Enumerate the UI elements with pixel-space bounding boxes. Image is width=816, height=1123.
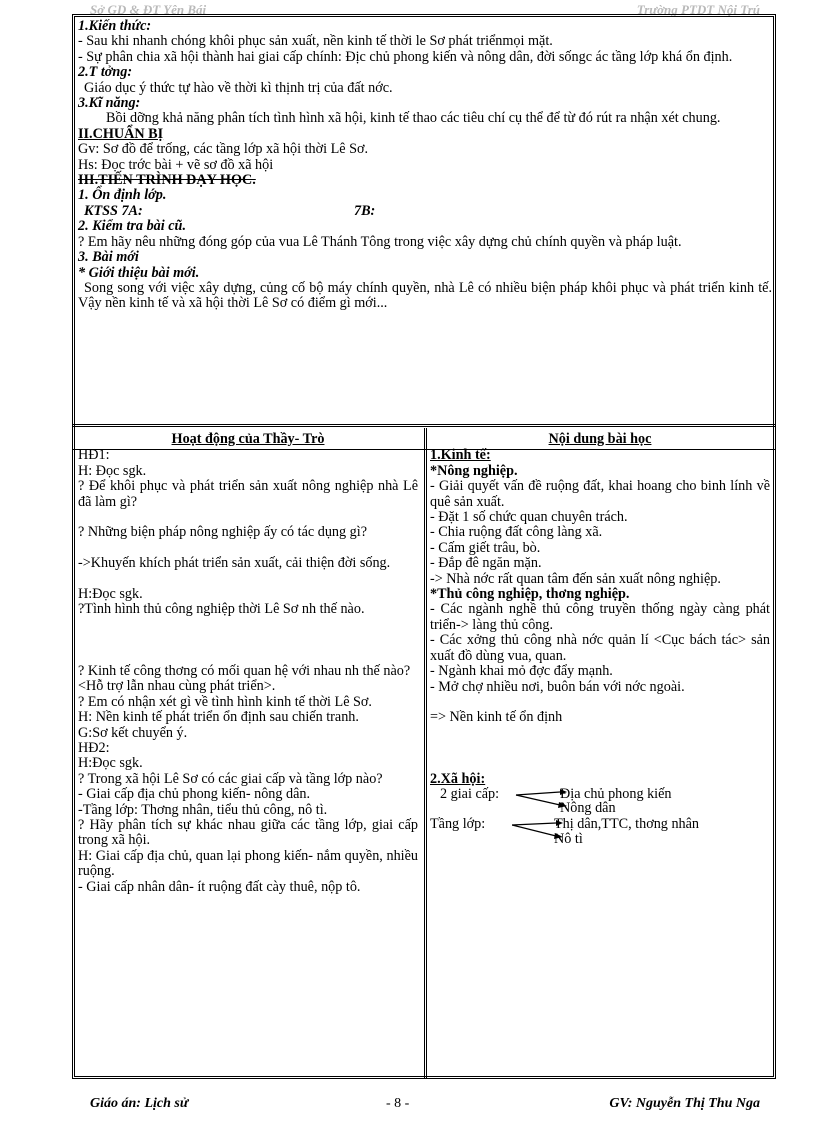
skill-title: 3.Kĩ năng: (78, 95, 141, 112)
text-line: G:Sơ kết chuyển ý. (78, 724, 188, 741)
text-line: - Đặt 1 số chức quan chuyên trách. (430, 509, 628, 526)
text-line: - Giai cấp địa chủ phong kiến- nông dân. (78, 786, 311, 803)
text-line: - Giai cấp nhân dân- ít ruộng đất cày thuê, nộp tô. (78, 878, 361, 895)
text-line: <Hỗ trợ lẫn nhau cùng phát triển>. (78, 678, 276, 695)
lesson-content (430, 432, 770, 851)
text-line (78, 649, 418, 664)
text-line: - Các ngành nghề thủ công truyền thống ngày càng phát triển-> làng thủ công. (430, 601, 770, 633)
strata-label: Tầng lớp: (430, 816, 486, 833)
thought-line-1: Giáo dục ý thức tự hào về thời kì thịnh trị của đất nớc. (84, 79, 393, 96)
arrow-to-landlord (516, 792, 560, 795)
economy-title: 1.Kinh tế: (430, 447, 491, 464)
class-7b: 7B: (354, 202, 376, 219)
new-lesson-title: 3. Bài mới (78, 249, 139, 266)
footer-teacher: GV: Nguyễn Thị Thu Nga (609, 1096, 760, 1111)
text-line (78, 618, 418, 633)
table-top-border (72, 424, 776, 427)
class-peasant: Nông dân (560, 800, 616, 817)
text-line: H: Đọc sgk. (78, 462, 147, 479)
left-column-head: Hoạt động của Thầy- Trò (171, 431, 325, 447)
text-line: H:Đọc sgk. (78, 755, 143, 772)
text-line: ? Những biện pháp nông nghiệp ấy có tác dụng gì? (78, 524, 368, 541)
text-line: ->Khuyến khích phát triển sản xuất, cải thiện đời sống. (78, 555, 391, 572)
strata-slave: Nô tì (554, 831, 583, 848)
text-line: ? Hãy phân tích sự khác nhau giữa các tầng lớp, giai cấp trong xã hội. (78, 817, 418, 849)
text-line (78, 510, 418, 525)
text-line: - Giải quyết vấn đề ruộng đất, khai hoang cho binh lính về quê sản xuất. (430, 478, 770, 510)
text-line: - Mở chợ nhiều nơi, buôn bán với nớc ngoài. (430, 678, 685, 695)
knowledge-title: 1.Kiến thức: (78, 18, 152, 34)
text-line: - Các xởng thủ công nhà nớc quản lí <Cục bách tác> sản xuất đồ dùng vua, quan. (430, 632, 770, 664)
text-line (78, 633, 418, 648)
class-attendance (76, 204, 772, 219)
text-line: ? Để khôi phục và phát triển sản xuất nông nghiệp nhà Lê đã làm gì? (78, 478, 418, 510)
agriculture-lines (430, 479, 770, 587)
skill-line-1: Bồi dỡng khả năng phân tích tình hình xã hội, kinh tế thao các tiêu chí cụ thể để từ đó rút ra nhận xét chung. (106, 110, 721, 127)
text-line: -> Nhà nớc rất quan tâm đến sản xuất nông nghiệp. (430, 570, 721, 587)
class-7a: KTSS 7A: (84, 202, 143, 219)
text-line: -Tầng lớp: Thơng nhân, tiểu thủ công, nô tì. (78, 801, 328, 818)
text-line (78, 572, 418, 587)
knowledge-line-1: - Sau khi nhanh chóng khôi phục sản xuất, nền kinh tế thời le Sơ phát triểnmọi mặt. (78, 33, 553, 50)
knowledge-line-2: - Sự phân chia xã hội thành hai giai cấp chính: Địc chủ phong kiến và nông dân, đời sốngc ác tầng lớp khá ổn định. (78, 48, 733, 65)
text-line: ? Kinh tế công thơng có mối quan hệ với nhau nh thế nào? (78, 663, 411, 679)
stable-title: 1. Ổn định lớp. (78, 187, 167, 204)
prep-line-2: Hs: Đọc trớc bài + vẽ sơ đồ xã hội (78, 156, 274, 173)
text-line: ?Tình hình thủ công nghiệp thời Lê Sơ nh thế nào. (78, 601, 365, 618)
craft-lines (430, 602, 770, 694)
footer-subject: Giáo án: Lịch sử (90, 1096, 189, 1111)
agriculture-title: *Nông nghiệp. (430, 462, 518, 479)
header-department: Sở GD & ĐT Yên Bái (90, 2, 207, 17)
page-footer (90, 1096, 760, 1114)
text-line: HĐ1: (78, 447, 110, 464)
intro-title: * Giới thiệu bài mới. (78, 264, 200, 281)
text-line: - Cấm giết trâu, bò. (430, 539, 541, 556)
text-line: H: Nền kinh tế phát triển ổn định sau chiến tranh. (78, 709, 359, 726)
prep-title: II.CHUẨN BỊ (78, 125, 164, 142)
strata-townsfolk: Thị dân,TTC, thơng nhân (554, 816, 700, 833)
footer-page-number: - 8 - (386, 1096, 410, 1111)
society-diagram (430, 787, 770, 851)
header-school: Trường PTDT Nội Trú (636, 2, 760, 17)
arrow-to-peasant (516, 795, 560, 805)
craft-title: *Thủ công nghiệp, thơng nghiệp. (430, 586, 630, 603)
class-landlord: Địa chủ phong kiến (560, 786, 672, 803)
text-line: HĐ2: (78, 740, 110, 757)
text-line: ? Em có nhận xét gì về tình hình kinh tế thời Lê Sơ. (78, 693, 372, 710)
check-title: 2. Kiểm tra bài cũ. (78, 218, 186, 235)
process-title: III.TIẾN TRÌNH DẠY HỌC. (78, 172, 256, 189)
class-label: 2 giai cấp: (440, 786, 500, 803)
left-column-lines (78, 448, 418, 895)
right-column-head: Nội dung bài học (548, 431, 652, 447)
table-column-divider (424, 428, 427, 1079)
text-line: ? Trong xã hội Lê Sơ có các giai cấp và tầng lớp nào? (78, 770, 383, 787)
text-line: - Đắp đê ngăn mặn. (430, 555, 542, 572)
intro-line-1: Song song với việc xây dựng, củng cố bộ máy chính quyền, nhà Lê có nhiều biện pháp khôi phục và phát triển kinh tế. Vậy nền kinh tế và xã hội thời Lê Sơ có điểm gì mới... (78, 279, 772, 312)
check-line-1: ? Em hãy nêu những đóng góp của vua Lê Thánh Tông trong việc xây dựng chủ chính quyền và pháp luật. (78, 233, 682, 250)
teacher-student-activities (78, 432, 418, 895)
society-title: 2.Xã hội: (430, 770, 486, 787)
thought-title: 2.T tởng: (78, 64, 133, 81)
arrow-to-townsfolk (512, 823, 556, 825)
text-line: - Ngành khai mỏ đợc đẩy mạnh. (430, 663, 613, 680)
text-line: H: Giai cấp địa chủ, quan lại phong kiến- nắm quyền, nhiều ruộng. (78, 847, 418, 880)
lesson-objectives (76, 19, 772, 423)
text-line (78, 541, 418, 556)
economy-summary: => Nền kinh tế ổn định (430, 709, 563, 726)
prep-line-1: Gv: Sơ đồ để trống, các tầng lớp xã hội thời Lê Sơ. (78, 141, 369, 158)
arrow-to-slave (512, 825, 556, 836)
text-line: - Chia ruộng đất công làng xã. (430, 524, 603, 541)
text-line: H:Đọc sgk. (78, 586, 143, 603)
